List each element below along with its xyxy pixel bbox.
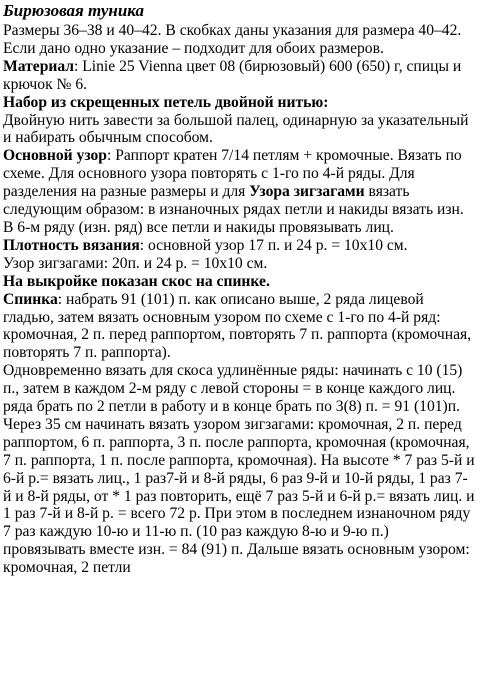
cast-on-heading-text: Набор из скрещенных петель двойной нитью: <box>3 93 329 111</box>
main-pattern-paragraph <box>3 147 475 237</box>
sizes-paragraph: Размеры 36–38 и 40–42. В скобках даны указания для размера 40–42. Если дано одно указание – подходит для обоих размеров. <box>3 22 462 57</box>
back-label: Спинка <box>3 290 58 308</box>
density-label: Плотность вязания <box>3 236 140 254</box>
back-continuation-paragraph: Одновременно вязать для скоса удлинённые ряды: начинать с 10 (15) п., затем в каждом 2-м ряду с левой стороны = в конце каждого лиц. ряда брать по 2 петли в работу и в конце брать по 3(8) п. = 91 (101)п. Через 35 см начинать вязать узором зигзагами: кромочная, 2 п. перед раппортом, 6 п. раппорта, 3 п. после раппорта, кромочная (кромочная, 7 п. раппорта, 1 п. после раппорта, кромочная). На высоте * 7 раз 5-й и 6-й р.= вязать лиц., 1 раз7-й и 8-й ряды, 6 раз 9-й и 10-й ряды, 1 раз 7-й и 8-й ряды, от * 1 раз повторить, ещё 7 раз 5-й и 6-й р.= вязать лиц. и 1 раз 7-й и 8-й р. = всего 72 р. При этом в последнем изнаночном ряду 7 раз каждую 10-ю и 11-ю п. (10 раз каждую 8-ю и 9-ю п.) провязывать вместе изн. = 84 (91) п. Дальше вязать основным узором: кромочная, 2 петли <box>3 362 475 577</box>
cast-on-paragraph: Двойную нить завести за большой палец, одинарную за указательный и набирать обычным способом. <box>3 111 469 147</box>
material-text: : Linie 25 Vienna цвет 08 (бирюзовый) 600 (650) г, спицы и крючок № 6. <box>3 57 462 93</box>
back-text: : набрать 91 (101) п. как описано выше, 2 ряда лицевой гладью, затем вязать основным узором по схеме с 1-го по 4-й ряд: кромочная, 2 п. перед раппортом, повторять 7 п. раппорта (кромочная, повторять 7 п. раппорта). <box>3 290 472 362</box>
zigzag-pattern-text: вязать следующим образом: в изнаночных рядах петли и накиды вязать изн. В 6-м ряду (изн. ряд) все петли и накиды провязывать лиц. <box>3 183 464 236</box>
document-title: Бирюзовая туника <box>3 1 144 20</box>
pattern-note-text: На выкройке показан скос на спинке. <box>3 272 270 290</box>
pattern-note-paragraph <box>3 273 475 291</box>
material-label: Материал <box>3 57 75 75</box>
material-paragraph <box>3 58 475 94</box>
zigzag-pattern-label: Узора зигзагами <box>249 183 365 201</box>
density-text: : основной узор 17 п. и 24 р. = 10х10 см. <box>139 236 408 254</box>
density-paragraph <box>3 237 475 255</box>
density-zigzag-paragraph: Узор зигзагами: 20п. и 24 р. = 10х10 см. <box>3 254 268 272</box>
main-pattern-label: Основной узор <box>3 147 107 165</box>
back-paragraph <box>3 291 475 363</box>
main-pattern-text: : Раппорт кратен 7/14 петлям + кромочные. Вязать по схеме. Для основного узора повторять с 1-го по 4-й ряды. Для разделения на разные размеры и для <box>3 147 462 201</box>
cast-on-heading <box>3 94 475 112</box>
